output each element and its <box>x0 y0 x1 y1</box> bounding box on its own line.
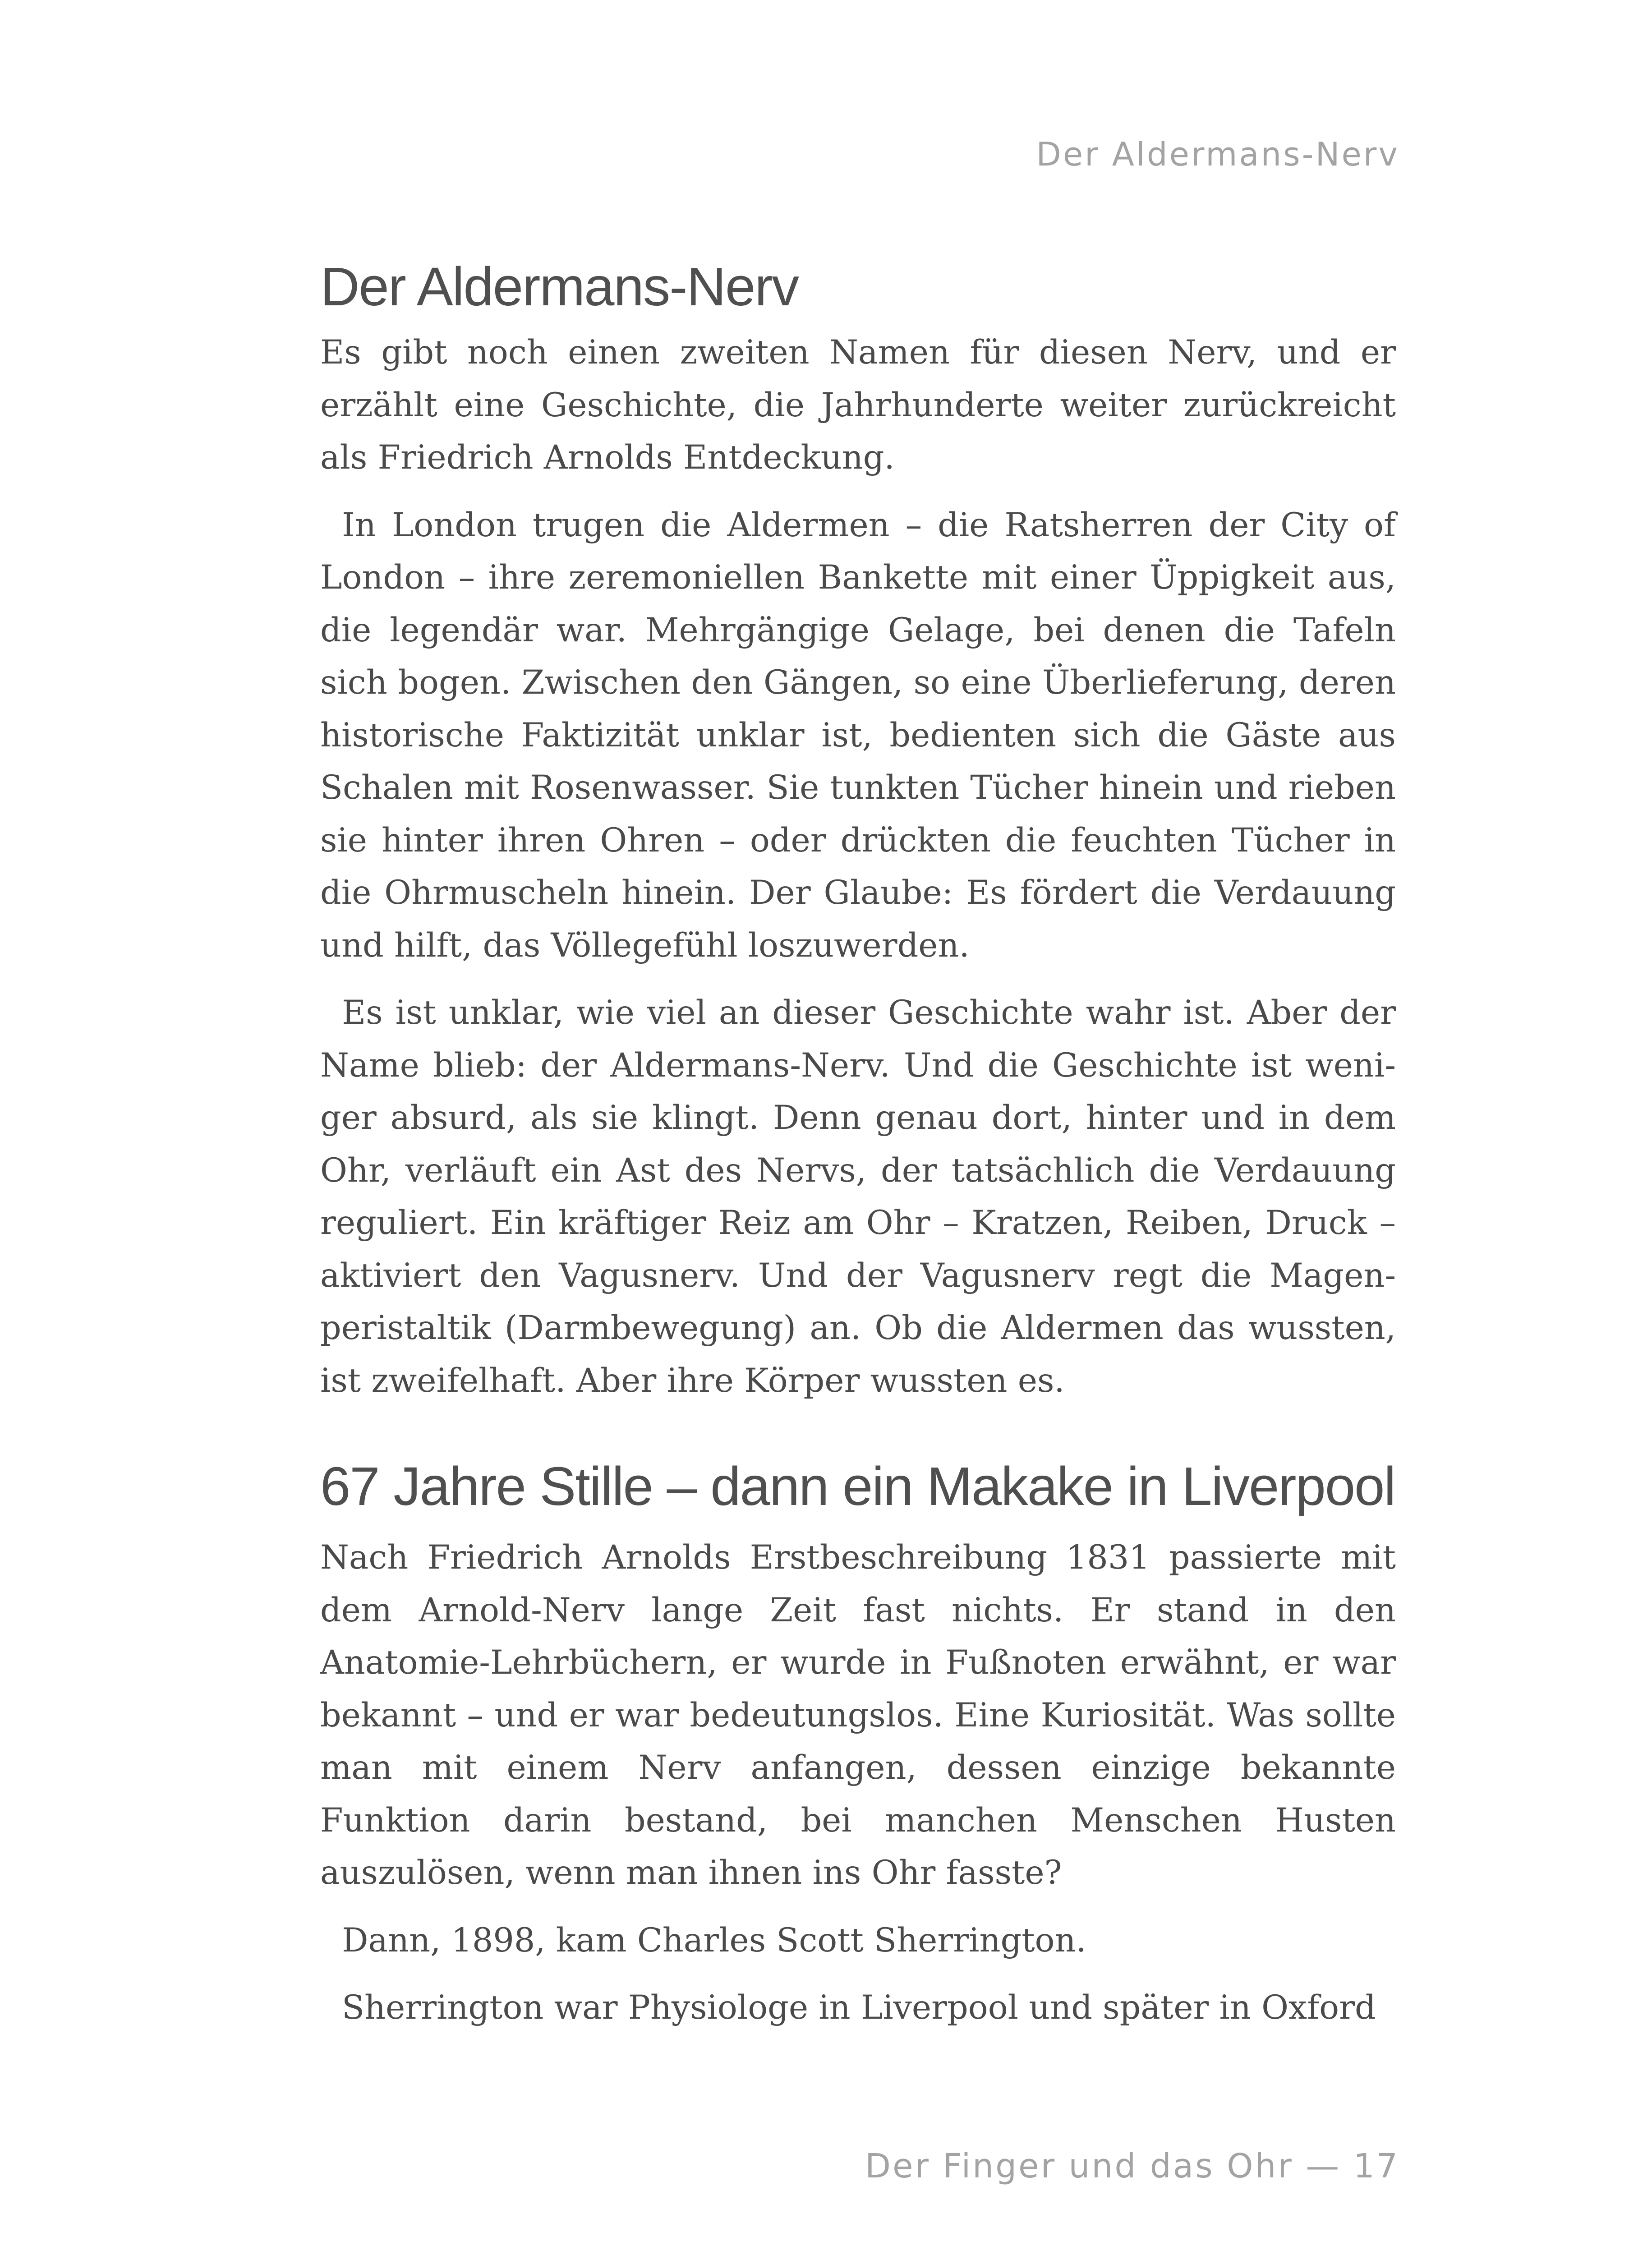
section-heading-aldermans-nerv: Der Aldermans-Nerv <box>320 256 799 317</box>
paragraph: Dann, 1898, kam Charles Scott Sherrington. <box>342 1921 1086 1960</box>
section-heading-makake-liverpool: 67 Jahre Stille – dann ein Makake in Liverpool <box>320 1455 1395 1517</box>
paragraph: Es ist unklar, wie viel an dieser Geschichte wahr ist. Aber der Name blieb: der Aldermans-Nerv. Und die Geschichte ist weniger absurd, als sie klingt. Denn genau dort, hinter und in dem Ohr, verläuft ein Ast des Nervs, der tatsächlich die Verdauung reguliert. Ein kräftiger Reiz am Ohr – Kratzen, Reiben, Druck – aktiviert den Vagusnerv. Und der Vagusnerv regt die Magenperistaltik (Darmbewegung) an. Ob die Aldermen das wussten, ist zweifelhaft. Aber ihre Körper wussten es. <box>320 994 1396 1400</box>
page-footer: Der Finger und das Ohr — 17 <box>865 2147 1399 2186</box>
paragraph: In London trugen die Aldermen – die Ratsherren der City of London – ihre zeremoniellen Bankette mit einer Üppigkeit aus, die legendär war. Mehrgängige Gelage, bei denen die Tafeln sich bogen. Zwischen den Gängen, so eine Überlieferung, deren historische Faktizität unklar ist, bedienten sich die Gäste aus Schalen mit Rosenwasser. Sie tunkten Tücher hinein und rieben sie hinter ihren Ohren – oder drückten die feuchten Tücher in die Ohrmuscheln hinein. Der Glaube: Es fördert die Verdauung und hilft, das Völlegefühl loszuwerden. <box>320 506 1396 965</box>
running-head: Der Aldermans-Nerv <box>1036 135 1399 173</box>
page-content <box>320 253 1396 2034</box>
paragraph: Nach Friedrich Arnolds Erstbeschreibung 1831 passierte mit dem Arnold-Nerv lange Zeit fast nichts. Er stand in den Anatomie-Lehrbüchern, er wurde in Fußnoten erwähnt, er war bekannt – und er war bedeutungslos. Eine Kuriosität. Was sollte man mit einem Nerv anfangen, dessen einzige bekannte Funktion darin bestand, bei manchen Menschen Husten auszulösen, wenn man ihnen ins Ohr fasste? <box>320 1538 1396 1892</box>
paragraph: Sherrington war Physiologe in Liverpool und später in Oxford <box>342 1988 1376 2027</box>
paragraph: Es gibt noch einen zweiten Namen für diesen Nerv, und er erzählt eine Geschichte, die Jahrhunderte weiter zurückreicht als Friedrich Arnolds Entdeckung. <box>320 333 1396 477</box>
